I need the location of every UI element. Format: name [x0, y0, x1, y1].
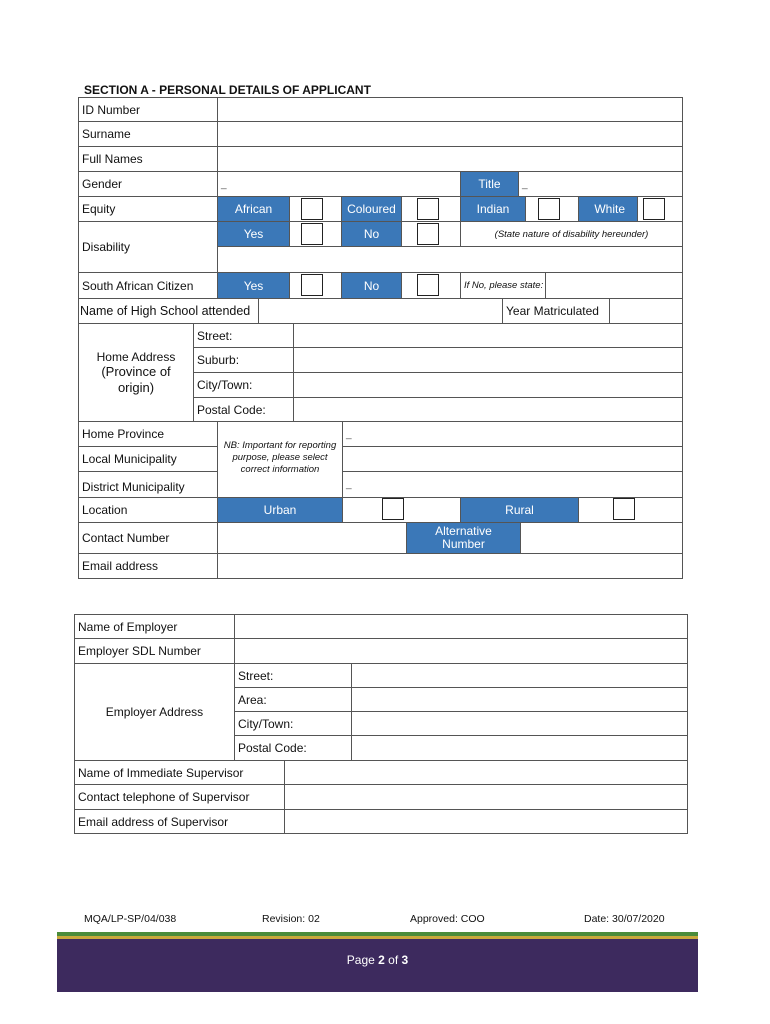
full-names-label: Full Names: [78, 146, 218, 172]
employer-area-label: Area:: [234, 687, 352, 712]
approved-text: Approved: COO: [410, 913, 485, 925]
alternative-number-label: Alternative Number: [406, 522, 521, 554]
home-province-label: Home Province: [78, 421, 218, 447]
disability-no-label: No: [341, 221, 402, 247]
email-field[interactable]: [217, 553, 683, 579]
home-address-text: Home Address: [96, 349, 176, 364]
equity-indian-checkbox[interactable]: [538, 198, 560, 220]
home-postal-field[interactable]: [293, 397, 683, 422]
equity-option-african: African: [217, 196, 290, 222]
citizen-no-checkbox[interactable]: [417, 274, 439, 296]
home-suburb-label: Suburb:: [193, 347, 294, 373]
district-municipality-dropdown[interactable]: _: [342, 471, 683, 498]
employer-city-field[interactable]: [351, 711, 688, 736]
year-matriculated-field[interactable]: [609, 298, 683, 324]
supervisor-name-label: Name of Immediate Supervisor: [74, 760, 285, 785]
id-number-label: ID Number: [78, 97, 218, 122]
supervisor-email-label: Email address of Supervisor: [74, 809, 285, 834]
home-street-field[interactable]: [293, 323, 683, 348]
page-total: 3: [401, 953, 409, 967]
disability-nature-field[interactable]: [217, 246, 683, 273]
revision-text: Revision: 02: [262, 913, 320, 925]
date-text: Date: 30/07/2020: [584, 913, 665, 925]
supervisor-email-field[interactable]: [284, 809, 688, 834]
location-urban-label: Urban: [217, 497, 343, 523]
employer-postal-label: Postal Code:: [234, 735, 352, 761]
disability-yes-label: Yes: [217, 221, 290, 247]
local-municipality-dropdown[interactable]: [342, 446, 683, 472]
of-word: of: [388, 953, 399, 967]
employer-sdl-label: Employer SDL Number: [74, 638, 235, 664]
employer-city-label: City/Town:: [234, 711, 352, 736]
home-street-label: Street:: [193, 323, 294, 348]
section-title: SECTION A - PERSONAL DETAILS OF APPLICANT: [84, 83, 371, 97]
employer-street-field[interactable]: [351, 663, 688, 688]
page-word: Page: [346, 953, 375, 967]
id-number-field[interactable]: [217, 97, 683, 122]
disability-label: Disability: [78, 221, 218, 273]
citizen-if-no-label: If No, please state:: [460, 272, 546, 299]
disability-yes-checkbox[interactable]: [301, 223, 323, 245]
location-rural-label: Rural: [460, 497, 579, 523]
employer-postal-field[interactable]: [351, 735, 688, 761]
disability-no-checkbox[interactable]: [417, 223, 439, 245]
equity-coloured-checkbox[interactable]: [417, 198, 439, 220]
contact-number-label: Contact Number: [78, 522, 218, 554]
employer-sdl-field[interactable]: [234, 638, 688, 664]
gender-label: Gender: [78, 171, 218, 197]
province-origin-text: (Province of origin): [101, 363, 171, 395]
equity-label: Equity: [78, 196, 218, 222]
employer-address-label: Employer Address: [74, 663, 235, 761]
title-dropdown[interactable]: _: [518, 171, 683, 197]
alternative-number-field[interactable]: [520, 522, 683, 554]
contact-number-field[interactable]: [217, 522, 407, 554]
home-city-field[interactable]: [293, 372, 683, 398]
email-label: Email address: [78, 553, 218, 579]
home-postal-label: Postal Code:: [193, 397, 294, 422]
citizen-if-no-field[interactable]: [545, 272, 683, 299]
home-province-dropdown[interactable]: _: [342, 421, 683, 447]
page-number: 2: [378, 953, 385, 967]
equity-white-checkbox[interactable]: [643, 198, 665, 220]
sa-citizen-label: South African Citizen: [78, 272, 218, 299]
high-school-label: Name of High School attended: [78, 298, 259, 324]
home-address-label: [78, 323, 194, 422]
doc-reference: MQA/LP-SP/04/038: [84, 913, 177, 925]
location-urban-checkbox[interactable]: [382, 498, 404, 520]
equity-african-checkbox[interactable]: [301, 198, 323, 220]
employer-area-field[interactable]: [351, 687, 688, 712]
home-city-label: City/Town:: [193, 372, 294, 398]
supervisor-phone-label: Contact telephone of Supervisor: [74, 784, 285, 810]
employer-street-label: Street:: [234, 663, 352, 688]
surname-field[interactable]: [217, 121, 683, 147]
page-indicator: [57, 953, 698, 967]
location-label: Location: [78, 497, 218, 523]
nb-note: NB: Important for reporting purpose, please select correct information: [217, 421, 343, 498]
high-school-field[interactable]: [258, 298, 503, 324]
equity-option-white: White: [578, 196, 638, 222]
citizen-yes-checkbox[interactable]: [301, 274, 323, 296]
full-names-field[interactable]: [217, 146, 683, 172]
year-matriculated-label: Year Matriculated: [502, 298, 610, 324]
equity-option-coloured: Coloured: [341, 196, 402, 222]
title-label: Title: [460, 171, 519, 197]
employer-name-label: Name of Employer: [74, 614, 235, 639]
gender-dropdown[interactable]: _: [217, 171, 461, 197]
citizen-no-label: No: [341, 272, 402, 299]
supervisor-name-field[interactable]: [284, 760, 688, 785]
supervisor-phone-field[interactable]: [284, 784, 688, 810]
district-municipality-label: District Municipality: [78, 471, 218, 498]
equity-option-indian: Indian: [460, 196, 526, 222]
citizen-yes-label: Yes: [217, 272, 290, 299]
employer-name-field[interactable]: [234, 614, 688, 639]
local-municipality-label: Local Municipality: [78, 446, 218, 472]
disability-note: (State nature of disability hereunder): [460, 221, 683, 247]
surname-label: Surname: [78, 121, 218, 147]
location-rural-checkbox[interactable]: [613, 498, 635, 520]
home-suburb-field[interactable]: [293, 347, 683, 373]
